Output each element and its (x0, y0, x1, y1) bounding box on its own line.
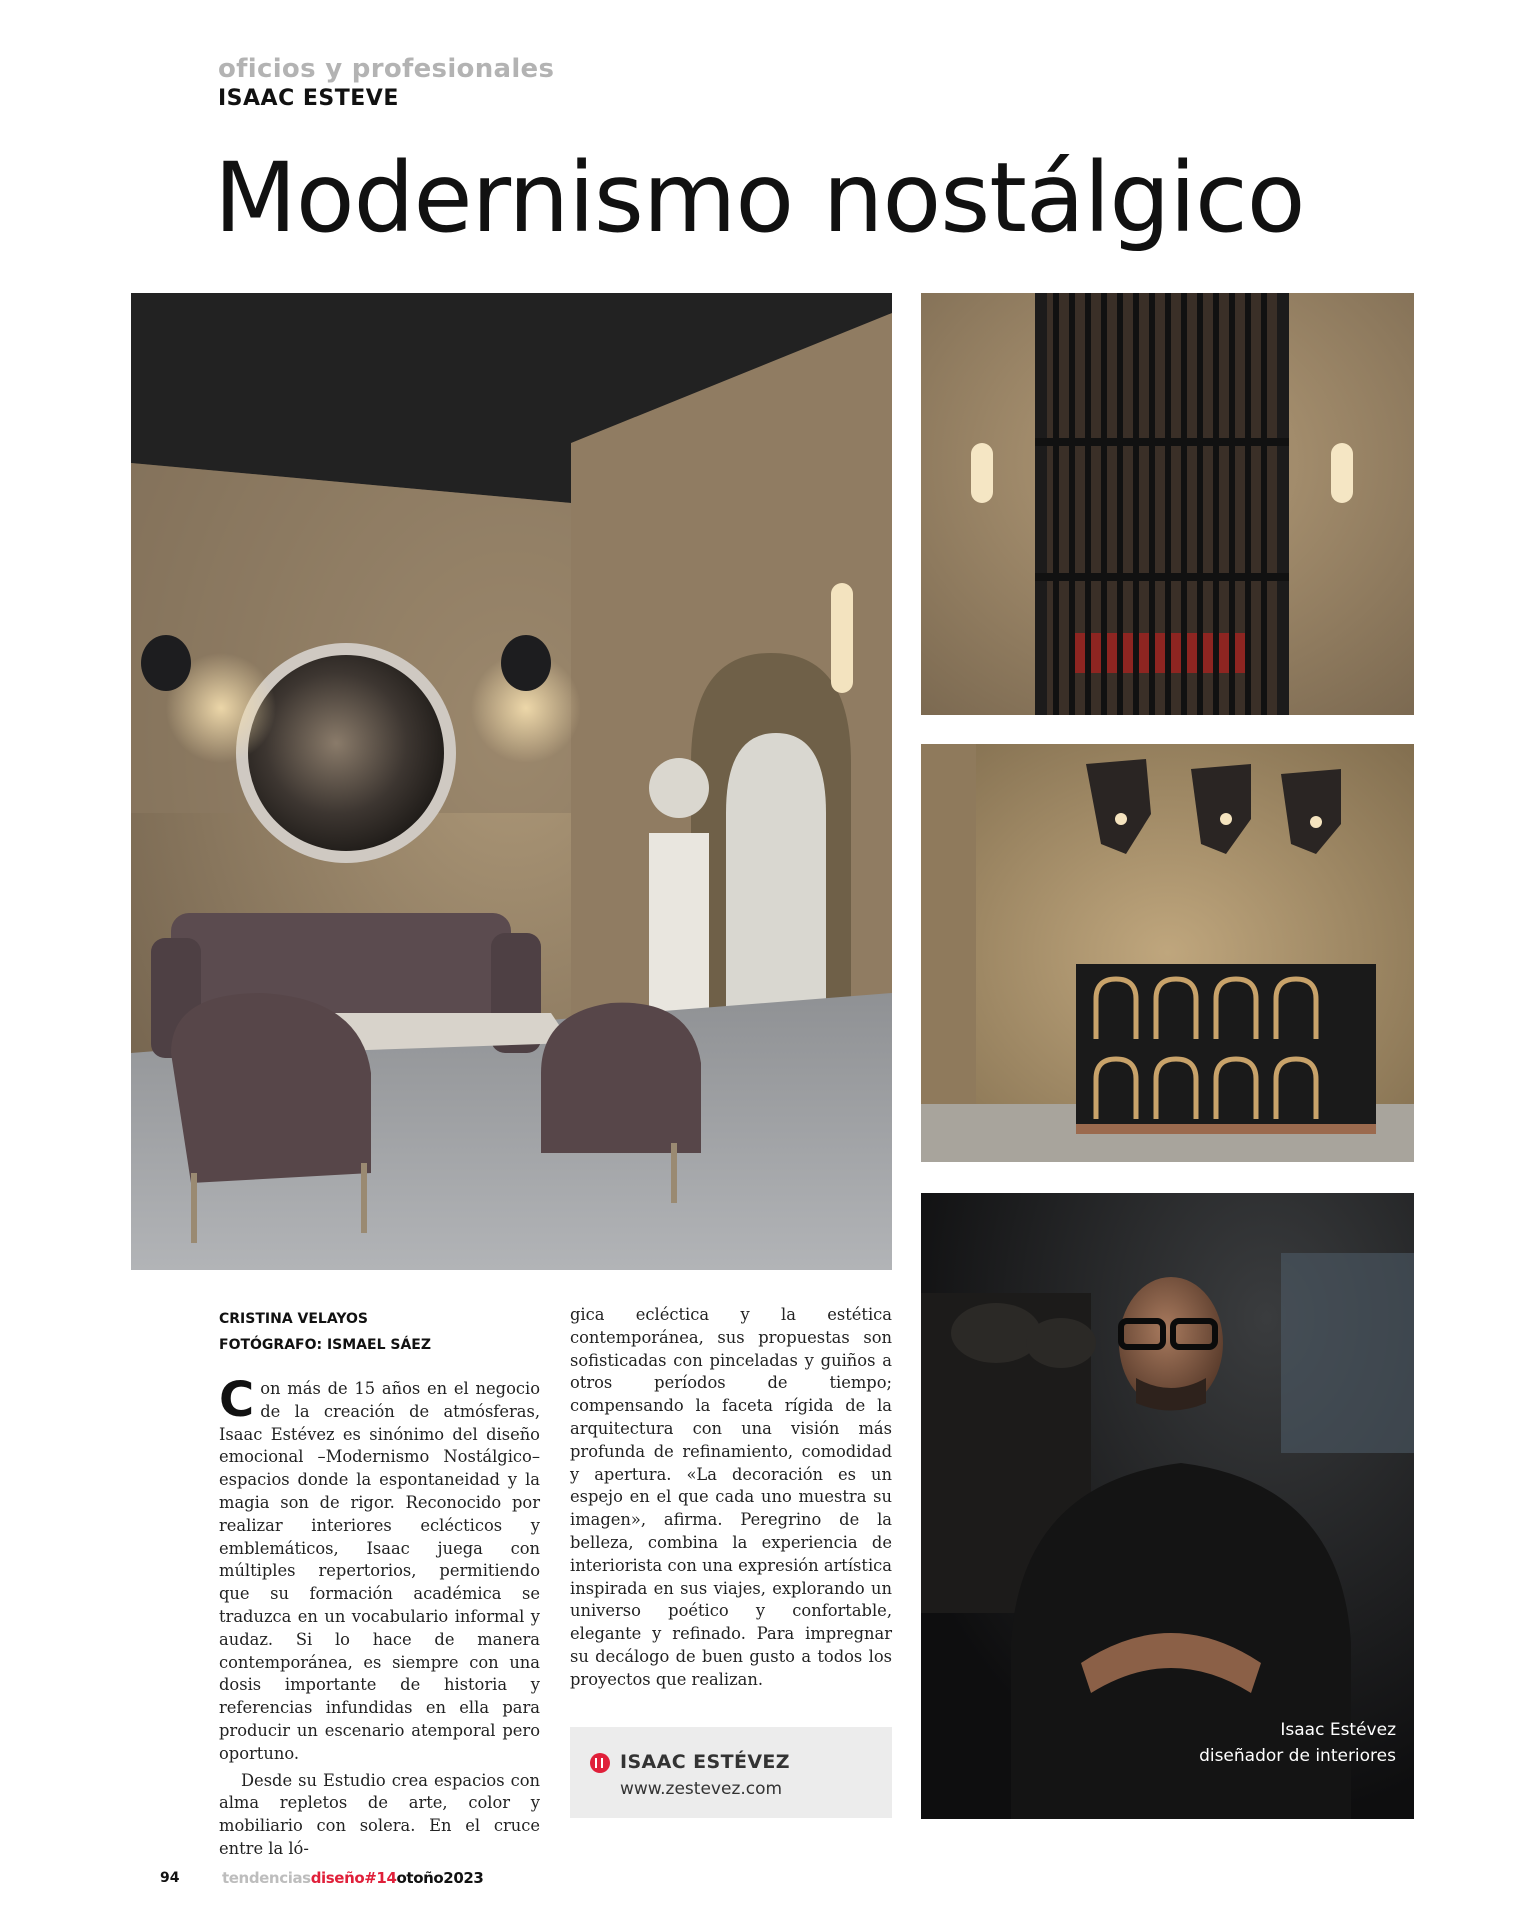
body-paragraph: gica ecléctica y la estética contemporánea, sus propuestas son sofisticadas con pinceladas y guiños a otros períodos de tiempo; compensando la faceta rígida de la arquitectura con una visión más profunda de refinamiento, comodidad y apertura. «La decoración es un espejo en el que cada uno muestra su imagen», afirma. Peregrino de la belleza, combina la experiencia de interiorista con una expresión artística inspirada en sus viajes, explorando un universo poético y confortable, elegante y refinado. Para impregnar su decálogo de buen gusto a todos los proyectos que realizan. (570, 1305, 892, 1689)
masthead-season: otoño2023 (396, 1869, 484, 1887)
portrait-caption (1199, 1717, 1396, 1769)
article-credits (219, 1306, 431, 1358)
body-paragraph: Desde su Estudio crea espacios con alma repletos de arte, color y mobiliario con solera. En el cruce entre la ló- (219, 1770, 540, 1858)
body-column-2 (570, 1304, 892, 1692)
page-number: 94 (160, 1870, 180, 1886)
art-deco-bar-photo (921, 744, 1414, 1162)
contact-badge-icon (590, 1753, 610, 1773)
designer-portrait-photo (921, 1193, 1414, 1819)
paragraph-text: on más de 15 años en el negocio de la creación de atmósferas, Isaac Estévez es sinónimo del diseño emocional –Modernismo Nostálgico– espacios donde la espontaneidad y la magia son de rigor. Reconocido por realizar interiores eclécticos y emblemáticos, Isaac juega con múltiples repertorios, permitiendo que su formación académica se traduzca en un vocabulario informal y audaz. Si lo hace de manera contemporánea, es siempre con una dosis importante de historia y referencias infundidas en ella para producir un escenario atemporal pero oportuno. (219, 1379, 540, 1763)
lattice-door-photo (921, 293, 1414, 715)
magazine-masthead (222, 1869, 483, 1887)
contact-box (570, 1727, 892, 1818)
author-credit: CRISTINA VELAYOS (219, 1311, 368, 1327)
caption-role: diseñador de interiores (1199, 1746, 1396, 1766)
body-paragraph (219, 1372, 540, 1766)
article-headline: Modernismo nostálgico (214, 142, 1305, 254)
photographer-credit: FOTÓGRAFO: ISMAEL SÁEZ (219, 1337, 432, 1353)
drop-cap: C (219, 1372, 255, 1428)
website-link[interactable]: www.zestevez.com (620, 1779, 783, 1799)
body-column-1 (219, 1372, 540, 1861)
masthead-name: tendencias (222, 1869, 311, 1887)
caption-name: Isaac Estévez (1280, 1720, 1396, 1740)
masthead-issue: diseño#14 (310, 1869, 397, 1887)
contact-name: ISAAC ESTÉVEZ (620, 1751, 790, 1773)
article-subject: ISAAC ESTEVE (218, 86, 399, 111)
living-room-photo (131, 293, 892, 1270)
section-kicker: oficios y profesionales (218, 54, 555, 84)
